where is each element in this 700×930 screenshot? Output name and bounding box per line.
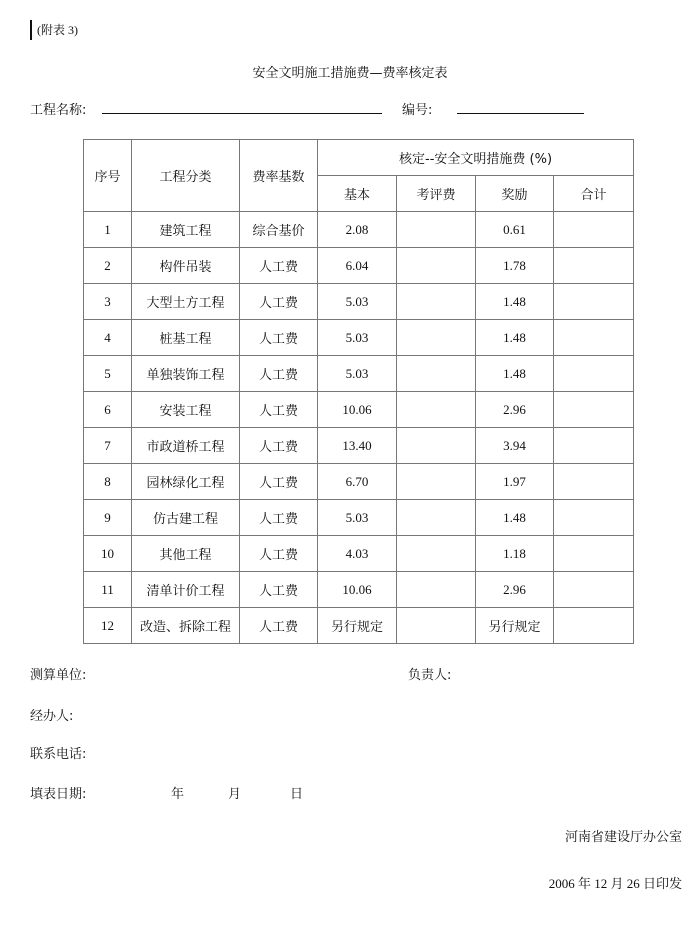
cell-basic: 10.06	[318, 392, 397, 428]
cell-basic: 5.03	[318, 320, 397, 356]
cell-category: 改造、拆除工程	[132, 608, 240, 644]
cell-seq: 8	[84, 464, 132, 500]
annex-label: (附表 3)	[30, 20, 78, 40]
header-group: 核定--安全文明措施费 (%)	[318, 140, 634, 176]
cell-basic: 13.40	[318, 428, 397, 464]
cell-evaluation	[397, 284, 476, 320]
cell-total	[554, 428, 634, 464]
cell-reward: 1.78	[476, 248, 554, 284]
cell-base: 人工费	[240, 428, 318, 464]
cell-evaluation	[397, 320, 476, 356]
cell-basic: 2.08	[318, 212, 397, 248]
cell-reward: 1.48	[476, 320, 554, 356]
cell-category: 园林绿化工程	[132, 464, 240, 500]
cell-total	[554, 608, 634, 644]
cell-seq: 10	[84, 536, 132, 572]
header-category: 工程分类	[132, 140, 240, 212]
cell-total	[554, 500, 634, 536]
cell-base: 人工费	[240, 320, 318, 356]
table-row	[84, 248, 634, 284]
cell-evaluation	[397, 536, 476, 572]
cell-basic: 另行规定	[318, 608, 397, 644]
cell-base: 人工费	[240, 536, 318, 572]
cell-reward: 0.61	[476, 212, 554, 248]
date-label: 填表日期:	[30, 787, 87, 802]
cell-basic: 5.03	[318, 500, 397, 536]
cell-category: 大型土方工程	[132, 284, 240, 320]
responsible-label: 负责人:	[408, 668, 452, 683]
cell-seq: 1	[84, 212, 132, 248]
cell-total	[554, 464, 634, 500]
cell-basic: 5.03	[318, 284, 397, 320]
cell-reward: 3.94	[476, 428, 554, 464]
project-name-label: 工程名称:	[30, 103, 87, 118]
cell-base: 人工费	[240, 572, 318, 608]
cell-reward: 1.48	[476, 500, 554, 536]
cell-evaluation	[397, 572, 476, 608]
table-row	[84, 428, 634, 464]
cell-evaluation	[397, 212, 476, 248]
cell-reward: 1.48	[476, 284, 554, 320]
cell-reward: 1.48	[476, 356, 554, 392]
cell-seq: 7	[84, 428, 132, 464]
project-name-field[interactable]	[102, 113, 382, 114]
header-reward: 奖励	[476, 176, 554, 212]
cell-total	[554, 212, 634, 248]
cell-seq: 3	[84, 284, 132, 320]
cell-basic: 4.03	[318, 536, 397, 572]
cell-base: 人工费	[240, 284, 318, 320]
cell-category: 其他工程	[132, 536, 240, 572]
cell-seq: 2	[84, 248, 132, 284]
cell-total	[554, 284, 634, 320]
cell-evaluation	[397, 428, 476, 464]
date-day: 日	[290, 787, 304, 802]
cell-reward: 1.97	[476, 464, 554, 500]
cell-seq: 9	[84, 500, 132, 536]
cell-base: 人工费	[240, 392, 318, 428]
cell-base: 综合基价	[240, 212, 318, 248]
cell-basic: 6.04	[318, 248, 397, 284]
issuer: 河南省建设厅办公室	[564, 830, 682, 845]
cell-seq: 11	[84, 572, 132, 608]
cell-base: 人工费	[240, 356, 318, 392]
table-row	[84, 464, 634, 500]
table-row	[84, 284, 634, 320]
cell-seq: 5	[84, 356, 132, 392]
cell-evaluation	[397, 464, 476, 500]
cell-total	[554, 572, 634, 608]
header-evaluation: 考评费	[397, 176, 476, 212]
cell-category: 构件吊装	[132, 248, 240, 284]
cell-total	[554, 356, 634, 392]
cell-base: 人工费	[240, 500, 318, 536]
table-row	[84, 572, 634, 608]
cell-evaluation	[397, 608, 476, 644]
header-total: 合计	[554, 176, 634, 212]
cell-evaluation	[397, 248, 476, 284]
cell-evaluation	[397, 356, 476, 392]
cell-reward: 2.96	[476, 392, 554, 428]
phone-label: 联系电话:	[30, 747, 87, 762]
cell-category: 建筑工程	[132, 212, 240, 248]
cell-basic: 5.03	[318, 356, 397, 392]
cell-seq: 4	[84, 320, 132, 356]
cell-category: 仿古建工程	[132, 500, 240, 536]
cell-base: 人工费	[240, 464, 318, 500]
cell-total	[554, 248, 634, 284]
table-row	[84, 608, 634, 644]
date-year: 年	[171, 787, 185, 802]
table-row	[84, 356, 634, 392]
table-row	[84, 212, 634, 248]
cell-category: 桩基工程	[132, 320, 240, 356]
number-label: 编号:	[402, 103, 433, 118]
date-month: 月	[228, 787, 242, 802]
handler-label: 经办人:	[30, 709, 74, 724]
table-row	[84, 392, 634, 428]
cell-reward: 2.96	[476, 572, 554, 608]
cell-reward: 另行规定	[476, 608, 554, 644]
table-row	[84, 320, 634, 356]
cell-basic: 6.70	[318, 464, 397, 500]
cell-seq: 6	[84, 392, 132, 428]
cell-total	[554, 392, 634, 428]
header-base: 费率基数	[240, 140, 318, 212]
calc-unit-label: 测算单位:	[30, 668, 87, 683]
rate-table	[83, 139, 634, 644]
page-title: 安全文明施工措施费—费率核定表	[252, 66, 448, 81]
header-seq: 序号	[84, 140, 132, 212]
cell-category: 市政道桥工程	[132, 428, 240, 464]
cell-seq: 12	[84, 608, 132, 644]
cell-category: 单独装饰工程	[132, 356, 240, 392]
cell-basic: 10.06	[318, 572, 397, 608]
cell-base: 人工费	[240, 608, 318, 644]
cell-total	[554, 320, 634, 356]
number-field[interactable]	[457, 113, 584, 114]
cell-category: 清单计价工程	[132, 572, 240, 608]
cell-total	[554, 536, 634, 572]
cell-evaluation	[397, 500, 476, 536]
cell-category: 安装工程	[132, 392, 240, 428]
header-basic: 基本	[318, 176, 397, 212]
cell-base: 人工费	[240, 248, 318, 284]
table-row	[84, 500, 634, 536]
rate-table-body	[84, 212, 634, 644]
print-date: 2006 年 12 月 26 日印发	[548, 876, 682, 891]
cell-evaluation	[397, 392, 476, 428]
table-row	[84, 536, 634, 572]
cell-reward: 1.18	[476, 536, 554, 572]
